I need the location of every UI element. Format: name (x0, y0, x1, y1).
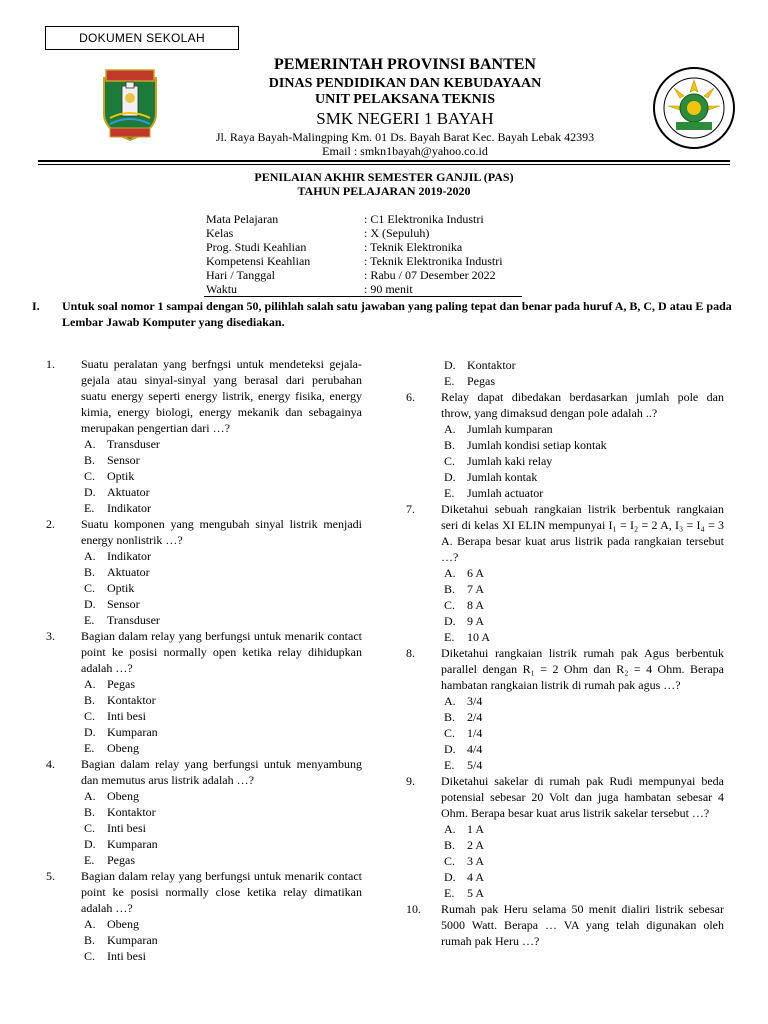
option-text: Pegas (107, 677, 135, 691)
answer-option (84, 596, 362, 612)
option-text: 8 A (467, 598, 485, 612)
option-letter: C. (84, 709, 96, 723)
option-letter: C. (84, 949, 96, 963)
option-text: Inti besi (107, 949, 146, 963)
header-address: Jl. Raya Bayah-Malingping Km. 01 Ds. Bayah Barat Kec. Bayah Lebak 42393 (215, 130, 595, 144)
answer-option (444, 357, 724, 373)
answer-option (84, 852, 362, 868)
option-letter: A. (84, 789, 96, 803)
info-row (206, 282, 503, 296)
option-letter: D. (444, 358, 456, 372)
answer-option (84, 820, 362, 836)
answer-options (444, 693, 724, 773)
option-letter: C. (84, 581, 96, 595)
option-letter: B. (84, 805, 96, 819)
banten-province-logo (100, 68, 160, 142)
info-label: Hari / Tanggal (206, 268, 275, 282)
answer-option (444, 373, 724, 389)
info-row (206, 254, 503, 268)
header-divider-thick (38, 160, 730, 162)
question-item (46, 756, 362, 868)
question-number: 8. (406, 646, 415, 660)
option-letter: D. (84, 485, 96, 499)
question-text: Diketahui rangkaian listrik rumah pak Agus berbentuk parallel dengan R₁ = 2 Ohm dan R₂ = 4 Ohm. Berapa hambatan rangkaian listrik di rumah pak agus …? (441, 646, 724, 692)
option-letter: C. (444, 726, 456, 740)
answer-options (84, 676, 362, 756)
question-number: 1. (46, 357, 55, 371)
answer-option (84, 676, 362, 692)
info-label: Prog. Studi Keahlian (206, 240, 307, 254)
answer-option (84, 452, 362, 468)
info-value: : C1 Elektronika Industri (364, 212, 484, 226)
answer-options (84, 436, 362, 516)
option-text: Sensor (107, 453, 140, 467)
answer-option (444, 725, 724, 741)
question-text: Relay dapat dibedakan berdasarkan jumlah pole dan throw, yang dimaksud dengan pole adalah ..? (441, 390, 724, 420)
option-letter: E. (444, 374, 455, 388)
answer-option (84, 484, 362, 500)
option-text: 4/4 (467, 742, 483, 756)
option-text: 5 A (467, 886, 485, 900)
question-number: 7. (406, 502, 415, 516)
option-letter: B. (84, 565, 96, 579)
option-letter: E. (444, 486, 455, 500)
option-letter: B. (84, 933, 96, 947)
option-text: Pegas (107, 853, 135, 867)
instruction-number: I. (32, 299, 40, 313)
document-badge: DOKUMEN SEKOLAH (45, 26, 239, 50)
info-label: Mata Pelajaran (206, 212, 279, 226)
info-label: Kelas (206, 226, 234, 240)
option-letter: B. (444, 438, 456, 452)
option-text: Indikator (107, 501, 151, 515)
option-letter: B. (84, 693, 96, 707)
answer-option (84, 948, 362, 964)
info-label: Kompetensi Keahlian (206, 254, 311, 268)
answer-option (84, 548, 362, 564)
answer-option (444, 709, 724, 725)
option-text: Kontaktor (107, 693, 156, 707)
question-text: Diketahui sakelar di rumah pak Rudi mempunyai beda potensial sebesar 20 Volt dan juga hambatan sebesar 4 Ohm. Berapa besar kuat arus listrik sakelar tersebut …? (441, 774, 724, 820)
question-item (406, 389, 724, 501)
question-item (406, 645, 724, 773)
answer-option (84, 804, 362, 820)
header-email: Email : smkn1bayah@yahoo.co.id (322, 144, 488, 158)
answer-option (84, 740, 362, 756)
answer-options (444, 821, 724, 901)
option-letter: E. (84, 853, 95, 867)
question-item (46, 356, 362, 516)
option-text: Obeng (107, 917, 139, 931)
answer-option (444, 421, 724, 437)
option-text: Transduser (107, 437, 160, 451)
answer-option (444, 885, 724, 901)
option-text: Jumlah kontak (467, 470, 538, 484)
option-letter: D. (444, 470, 456, 484)
answer-options (84, 548, 362, 628)
option-letter: D. (84, 597, 96, 611)
option-letter: E. (84, 501, 95, 515)
answer-options (84, 788, 362, 868)
info-row (206, 240, 503, 254)
option-text: Kumparan (107, 837, 158, 851)
answer-option (444, 629, 724, 645)
option-text: Jumlah kondisi setiap kontak (467, 438, 607, 452)
header-department: DINAS PENDIDIKAN DAN KEBUDAYAAN (268, 76, 542, 91)
answer-option (84, 436, 362, 452)
question-text: Rumah pak Heru selama 50 menit dialiri listrik sebesar 5000 Watt. Berapa … VA yang telah digunakan oleh rumah pak Heru …? (441, 902, 724, 948)
option-letter: C. (444, 598, 456, 612)
option-letter: A. (444, 566, 456, 580)
option-letter: C. (444, 854, 456, 868)
answer-option (84, 724, 362, 740)
answer-options (444, 421, 724, 501)
option-letter: E. (444, 758, 455, 772)
option-letter: A. (84, 437, 96, 451)
question-item (46, 628, 362, 756)
info-row (206, 212, 503, 226)
option-text: Indikator (107, 549, 151, 563)
option-text: Transduser (107, 613, 160, 627)
info-value: : X (Sepuluh) (364, 226, 430, 240)
question-number: 2. (46, 517, 55, 531)
question-text: Suatu komponen yang mengubah sinyal listrik menjadi energy nonlistrik …? (81, 517, 362, 547)
info-row (206, 268, 503, 282)
question-text: Bagian dalam relay yang berfungsi untuk menarik contact point ke posisi normally open ketika relay dihidupkan adalah …? (81, 629, 362, 675)
option-letter: D. (444, 614, 456, 628)
option-text: Aktuator (107, 565, 150, 579)
option-text: Jumlah actuator (467, 486, 544, 500)
option-text: Jumlah kaki relay (467, 454, 553, 468)
option-letter: A. (84, 549, 96, 563)
option-text: 9 A (467, 614, 485, 628)
info-divider (204, 296, 522, 297)
option-text: 1 A (467, 822, 485, 836)
option-text: 2 A (467, 838, 485, 852)
school-emblem-logo (652, 66, 736, 150)
option-text: 10 A (467, 630, 491, 644)
header-divider-thin (38, 164, 730, 165)
option-text: Sensor (107, 597, 140, 611)
answer-option (84, 612, 362, 628)
option-letter: A. (444, 822, 456, 836)
option-text: 3/4 (467, 694, 483, 708)
header-unit: UNIT PELAKSANA TEKNIS (315, 92, 495, 107)
answer-option (84, 580, 362, 596)
question-5-continued-options (444, 357, 724, 389)
option-letter: D. (444, 870, 456, 884)
answer-option (444, 869, 724, 885)
option-text: Pegas (467, 374, 495, 388)
option-letter: C. (84, 821, 96, 835)
option-text: Obeng (107, 741, 139, 755)
answer-option (444, 821, 724, 837)
option-text: 4 A (467, 870, 485, 884)
option-text: Inti besi (107, 821, 146, 835)
answer-option (444, 437, 724, 453)
question-text: Bagian dalam relay yang berfungsi untuk menyambung dan memutus arus listrik adalah …? (81, 757, 362, 787)
question-text: Suatu peralatan yang berfngsi untuk mendeteksi gejala-gejala atau sinyal-sinyal yang berasal dari perubahan suatu energy seperti energy listrik, energy fisika, energy kimia, energy biologi, energy mekanik dan sebagainya merupakan pengertian dari …? (81, 357, 362, 435)
option-letter: C. (84, 469, 96, 483)
option-text: 2/4 (467, 710, 483, 724)
exam-info-table (206, 212, 503, 296)
option-text: Kontaktor (467, 358, 516, 372)
info-value: : Teknik Elektronika (364, 240, 463, 254)
answer-option (444, 741, 724, 757)
answer-option (84, 916, 362, 932)
answer-options (444, 565, 724, 645)
answer-option (84, 836, 362, 852)
question-item (406, 773, 724, 901)
info-label: Waktu (206, 282, 238, 296)
option-letter: A. (84, 677, 96, 691)
question-number: 6. (406, 390, 415, 404)
answer-option (84, 468, 362, 484)
answer-option (444, 453, 724, 469)
answer-option (444, 565, 724, 581)
question-item (406, 901, 724, 949)
question-text: Bagian dalam relay yang berfungsi untuk menarik contact point ke posisi normally close ketika relay dimatikan adalah …? (81, 869, 362, 915)
option-letter: A. (84, 917, 96, 931)
option-text: 1/4 (467, 726, 483, 740)
option-text: Kumparan (107, 725, 158, 739)
option-text: Optik (107, 469, 135, 483)
option-letter: A. (444, 422, 456, 436)
question-column-right (406, 357, 724, 949)
option-letter: E. (84, 741, 95, 755)
option-letter: B. (444, 710, 456, 724)
header-government: PEMERINTAH PROVINSI BANTEN (274, 56, 536, 73)
option-letter: B. (444, 582, 456, 596)
option-text: 3 A (467, 854, 485, 868)
question-number: 9. (406, 774, 415, 788)
answer-option (444, 597, 724, 613)
option-text: 5/4 (467, 758, 483, 772)
answer-option (444, 757, 724, 773)
answer-option (444, 581, 724, 597)
option-text: 6 A (467, 566, 485, 580)
option-letter: D. (84, 725, 96, 739)
answer-option (84, 788, 362, 804)
option-letter: E. (444, 886, 455, 900)
question-item (46, 868, 362, 964)
question-text: Diketahui sebuah rangkaian listrik berbentuk rangkaian seri di kelas XI ELIN mempunyai I₁ = I₂ = 2 A, I₃ = I₄ = 3 A. Berapa besar kuat arus listrik pada rangkaian tersebut …? (441, 502, 724, 564)
question-number: 3. (46, 629, 55, 643)
question-column-left (46, 356, 362, 964)
answer-option (84, 932, 362, 948)
answer-option (84, 692, 362, 708)
info-value: : Teknik Elektronika Industri (364, 254, 503, 268)
option-text: Kumparan (107, 933, 158, 947)
answer-option (84, 500, 362, 516)
info-value: : Rabu / 07 Desember 2022 (364, 268, 496, 282)
answer-option (84, 708, 362, 724)
question-item (46, 516, 362, 628)
option-letter: B. (84, 453, 96, 467)
info-row (206, 226, 503, 240)
option-letter: D. (444, 742, 456, 756)
option-text: Obeng (107, 789, 139, 803)
question-number: 5. (46, 869, 55, 883)
info-value: : 90 menit (364, 282, 413, 296)
question-number: 4. (46, 757, 55, 771)
exam-year: TAHUN PELAJARAN 2019-2020 (297, 184, 471, 198)
answer-option (444, 469, 724, 485)
option-text: 7 A (467, 582, 485, 596)
option-letter: D. (84, 837, 96, 851)
question-item (406, 501, 724, 645)
answer-option (444, 485, 724, 501)
option-text: Kontaktor (107, 805, 156, 819)
option-text: Jumlah kumparan (467, 422, 553, 436)
instruction-text: Untuk soal nomor 1 sampai dengan 50, pilihlah salah satu jawaban yang paling tepat dan benar pada huruf A, B, C, D atau E pada Lembar Jawab Komputer yang disediakan. (62, 299, 732, 329)
option-letter: B. (444, 838, 456, 852)
answer-option (444, 613, 724, 629)
answer-option (444, 693, 724, 709)
header-school-name: SMK NEGERI 1 BAYAH (316, 109, 494, 128)
option-text: Inti besi (107, 709, 146, 723)
option-text: Optik (107, 581, 135, 595)
option-letter: A. (444, 694, 456, 708)
answer-option (444, 837, 724, 853)
option-letter: E. (444, 630, 455, 644)
answer-option (444, 853, 724, 869)
exam-title: PENILAIAN AKHIR SEMESTER GANJIL (PAS) (254, 170, 514, 184)
option-text: Aktuator (107, 485, 150, 499)
answer-option (84, 564, 362, 580)
question-number: 10. (406, 902, 421, 916)
instructions (28, 298, 740, 330)
option-letter: C. (444, 454, 456, 468)
option-letter: E. (84, 613, 95, 627)
answer-options (84, 916, 362, 964)
